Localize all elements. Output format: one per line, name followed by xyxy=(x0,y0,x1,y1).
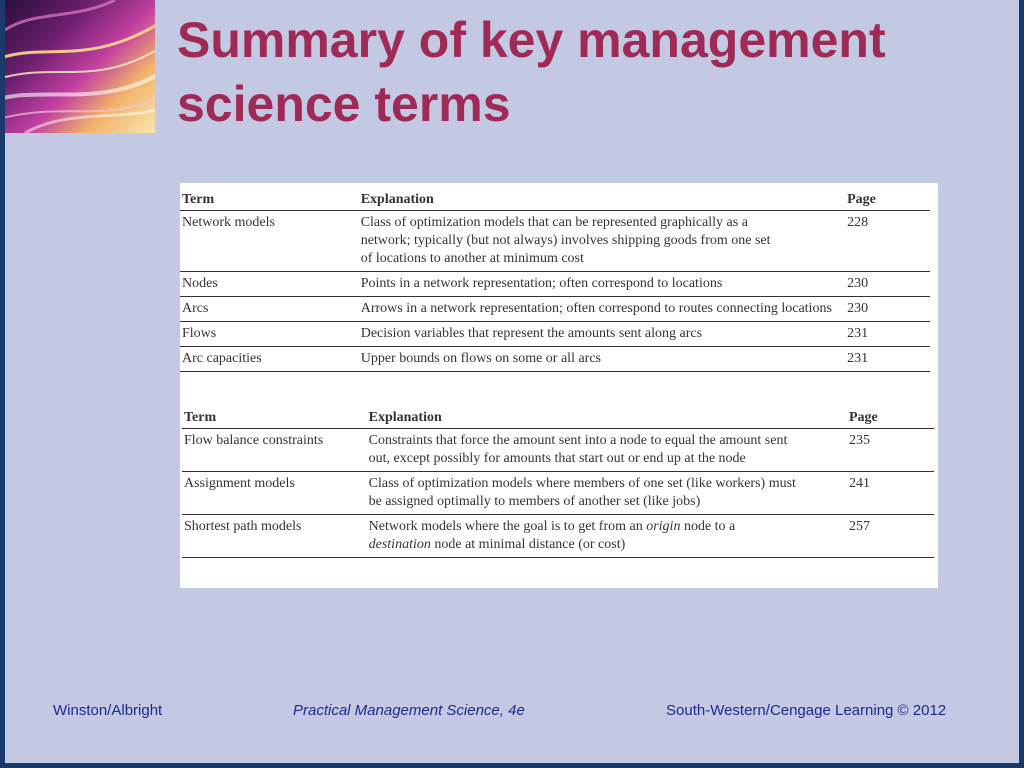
table-header-row xyxy=(180,183,930,211)
page-cell: 230 xyxy=(847,297,930,322)
header-term: Term xyxy=(182,401,369,429)
explanation-cell: Constraints that force the amount sent into a node to equal the amount sent out, except possibly for amounts that start out or end up at the node xyxy=(369,429,849,472)
table-row xyxy=(182,429,934,472)
term-cell: Arc capacities xyxy=(180,347,361,372)
slide-title: Summary of key management science terms xyxy=(177,12,886,132)
table-row xyxy=(180,322,930,347)
term-cell: Flow balance constraints xyxy=(182,429,369,472)
term-cell: Network models xyxy=(180,211,361,272)
header-explanation: Explanation xyxy=(369,401,849,429)
terms-table-1 xyxy=(180,183,930,372)
table-row xyxy=(180,297,930,322)
page-cell: 230 xyxy=(847,272,930,297)
explanation-cell: Arrows in a network representation; often correspond to routes connecting locations xyxy=(361,297,847,322)
footer-publisher: South-Western/Cengage Learning © 2012 xyxy=(666,702,947,719)
page-cell: 257 xyxy=(849,515,934,558)
table-row xyxy=(180,347,930,372)
explanation-emphasis: origin xyxy=(646,519,681,534)
footer-book-title: Practical Management Science, 4e xyxy=(293,702,525,719)
term-cell: Assignment models xyxy=(182,472,369,515)
page-cell: 235 xyxy=(849,429,934,472)
decorative-graphic xyxy=(5,0,155,133)
header-page: Page xyxy=(849,401,934,429)
term-cell: Nodes xyxy=(180,272,361,297)
footer-authors: Winston/Albright xyxy=(53,702,163,719)
explanation-cell xyxy=(369,515,849,558)
slide xyxy=(5,0,1019,763)
page-cell: 241 xyxy=(849,472,934,515)
terms-table-image xyxy=(180,183,938,588)
table-row xyxy=(180,272,930,297)
explanation-cell: Class of optimization models where members of one set (like workers) must be assigned optimally to members of another set (like jobs) xyxy=(369,472,849,515)
explanation-text-part: Network models where the goal is to get from an xyxy=(368,519,647,534)
explanation-cell: Points in a network representation; often correspond to locations xyxy=(361,272,847,297)
header-explanation: Explanation xyxy=(361,183,847,211)
term-cell: Flows xyxy=(180,322,361,347)
explanation-text-part: node at minimal distance (or cost) xyxy=(430,537,626,552)
table-header-row xyxy=(182,401,934,429)
explanation-emphasis: destination xyxy=(368,537,431,552)
table-row xyxy=(182,515,934,558)
explanation-cell: Upper bounds on flows on some or all arcs xyxy=(361,347,847,372)
term-cell: Shortest path models xyxy=(182,515,369,558)
page-cell: 231 xyxy=(847,322,930,347)
header-page: Page xyxy=(847,183,930,211)
table-row xyxy=(182,472,934,515)
page-cell: 228 xyxy=(847,211,930,272)
header-term: Term xyxy=(180,183,361,211)
explanation-cell: Class of optimization models that can be represented graphically as a network; typically (but not always) involves shipping goods from one set of locations to another at minimum cost xyxy=(361,211,847,272)
table-row xyxy=(180,211,930,272)
page-cell: 231 xyxy=(847,347,930,372)
term-cell: Arcs xyxy=(180,297,361,322)
explanation-cell: Decision variables that represent the amounts sent along arcs xyxy=(361,322,847,347)
terms-table-2 xyxy=(182,401,934,558)
explanation-text-part: node to a xyxy=(680,519,736,534)
